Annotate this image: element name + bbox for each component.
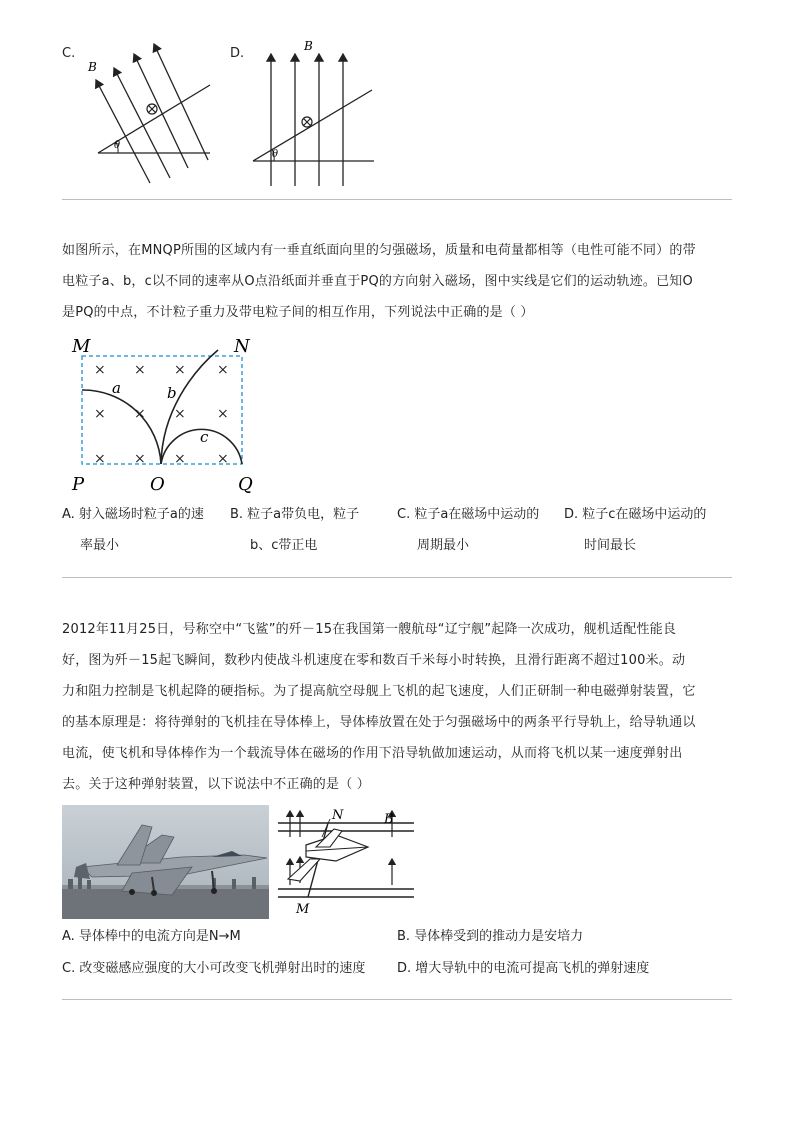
field-cross: × — [174, 362, 186, 378]
q2-option-b-line: B. 粒子a带负电，粒子 — [230, 507, 360, 522]
q2-option-c-line: 周期最小 — [417, 538, 470, 553]
point-n-label: N — [234, 336, 250, 357]
b-label-d: B — [304, 39, 313, 53]
point-p-label: P — [72, 474, 85, 495]
field-cross: × — [94, 406, 106, 422]
q3-stem-line: 好，图为歼－15起飞瞬间，数秒内使战斗机速度在零和数百千米每小时转换，且滑行距离不超过100米。动 — [62, 653, 686, 668]
point-m-label: M — [72, 336, 91, 357]
q3-stem — [62, 614, 696, 800]
q2-option-b-line: b、c带正电 — [250, 538, 318, 553]
q2-stem-line: 电粒子a、b，c以不同的速率从O点沿纸面并垂直于PQ的方向射入磁场，图中实线是它们的运动轨迹。已知O — [62, 274, 693, 289]
q2-stem-line: 如图所示，在MNQP所围的区域内有一垂直纸面向里的匀强磁场，质量和电荷量都相等（电性可能不同）的带 — [62, 243, 696, 258]
theta-label-d: θ — [272, 149, 279, 160]
q3-option-c[interactable]: C. 改变磁感应强度的大小可改变飞机弹射出时的速度 — [62, 961, 366, 976]
q2-stem-line: 是PQ的中点，不计粒子重力及带电粒子间的相互作用，下列说法中正确的是（ ） — [62, 305, 534, 320]
q2-option-a[interactable] — [62, 499, 204, 561]
point-o-label: O — [150, 474, 165, 495]
q2-option-c[interactable] — [397, 499, 539, 561]
q3-stem-line: 去。关于这种弹射装置，以下说法中不正确的是（ ） — [62, 777, 370, 792]
q3-option-b[interactable]: B. 导体棒受到的推动力是安培力 — [397, 929, 584, 944]
q2-figure-magnetic-field — [62, 332, 272, 497]
q3-rail-diagram — [276, 805, 418, 917]
field-cross: × — [134, 451, 146, 467]
option-c-label: C. — [62, 46, 76, 61]
trajectory-c-label: c — [200, 428, 209, 446]
field-cross: × — [217, 451, 229, 467]
field-cross: × — [217, 406, 229, 422]
figure-option-d — [250, 38, 380, 190]
field-cross: × — [174, 451, 186, 467]
point-q-label: Q — [238, 474, 253, 495]
divider — [62, 999, 732, 1000]
trajectory-b-label: b — [167, 384, 177, 402]
q3-stem-line: 电流，使飞机和导体棒作为一个载流导体在磁场的作用下沿导轨做加速运动，从而将飞机以某一速度弹射出 — [62, 746, 683, 761]
figure-option-c — [80, 38, 220, 188]
field-cross: × — [134, 406, 146, 422]
jet-launch-photo — [62, 805, 269, 919]
divider — [62, 577, 732, 578]
field-cross: × — [174, 406, 186, 422]
diagram-n-label: N — [332, 808, 344, 823]
field-cross: × — [94, 451, 106, 467]
q2-option-c-line: C. 粒子a在磁场中运动的 — [397, 507, 540, 522]
b-label-c: B — [88, 60, 97, 74]
q3-stem-line: 力和阻力控制是飞机起降的硬指标。为了提高航空母舰上飞机的起飞速度，人们正研制一种电磁弹射装置，它 — [62, 684, 696, 699]
diagram-b-label: B — [384, 812, 394, 827]
diagram-m-label: M — [296, 902, 310, 917]
q2-option-a-line: 率最小 — [80, 538, 120, 553]
q2-option-b[interactable] — [230, 499, 359, 561]
q2-option-d-line: D. 粒子c在磁场中运动的 — [564, 507, 707, 522]
q3-stem-line: 的基本原理是：将待弹射的飞机挂在导体棒上，导体棒放置在处于匀强磁场中的两条平行导轨上，给导轨通以 — [62, 715, 696, 730]
field-cross: × — [94, 362, 106, 378]
q3-stem-line: 2012年11月25日，号称空中“飞鲨”的歼－15在我国第一艘航母“辽宁舰”起降一次成功，舰机适配性能良 — [62, 622, 677, 637]
q2-option-d[interactable] — [564, 499, 706, 561]
q3-option-a[interactable]: A. 导体棒中的电流方向是N→M — [62, 929, 241, 944]
field-cross: × — [134, 362, 146, 378]
theta-label-c: θ — [114, 140, 121, 151]
field-cross: × — [217, 362, 229, 378]
q3-option-d[interactable]: D. 增大导轨中的电流可提高飞机的弹射速度 — [397, 961, 650, 976]
trajectory-a-label: a — [112, 379, 121, 397]
divider — [62, 199, 732, 200]
q2-option-d-line: 时间最长 — [584, 538, 637, 553]
q2-stem — [62, 235, 696, 328]
q2-option-a-line: A. 射入磁场时粒子a的速 — [62, 507, 204, 522]
option-d-label: D. — [230, 46, 245, 61]
